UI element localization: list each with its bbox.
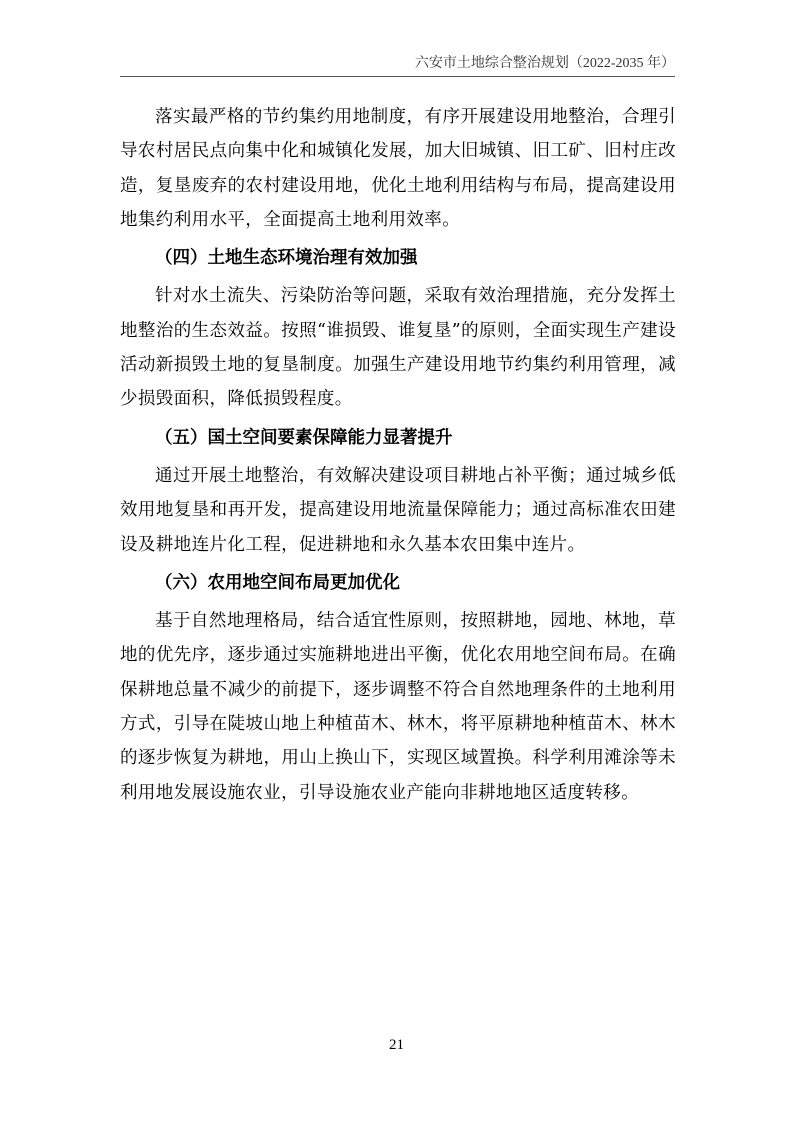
body-paragraph: 落实最严格的节约集约用地制度，有序开展建设用地整治，合理引导农村居民点向集中化和城镇化发展，加大旧城镇、旧工矿、旧村庄改造，复垦废弃的农村建设用地，优化土地利用结构与布局，提高建设用地集约利用水平，全面提高土地利用效率。 — [120, 107, 676, 230]
page-number: 21 — [389, 1037, 404, 1053]
section-heading: （五）国土空间要素保障能力显著提升 — [155, 427, 453, 448]
header-rule — [120, 76, 675, 77]
body-paragraph: 针对水土流失、污染防治等问题，采取有效治理措施，充分发挥土地整治的生态效益。按照“谁损毁、谁复垦”的原则，全面实现生产建设活动新损毁土地的复垦制度。加强生产建设用地节约集约利用管理，减少损毁面积，降低损毁程度。 — [120, 286, 676, 410]
section-heading: （六）农用地空间布局更加优化 — [155, 572, 400, 593]
page-body — [120, 100, 676, 810]
body-paragraph: 基于自然地理格局，结合适宜性原则，按照耕地，园地、林地，草地的优先序，逐步通过实施耕地进出平衡，优化农用地空间布局。在确保耕地总量不减少的前提下，逐步调整不符合自然地理条件的土地利用方式，引导在陡坡山地上种植苗木、林木，将平原耕地种植苗木、林木的逐步恢复为耕地，用山上换山下，实现区域置换。科学利用滩涂等未利用地发展设施农业，引导设施农业产能向非耕地地区适度转移。 — [120, 611, 676, 803]
body-paragraph: 通过开展土地整治，有效解决建设项目耕地占补平衡；通过城乡低效用地复垦和再开发，提高建设用地流量保障能力；通过高标准农田建设及耕地连片化工程，促进耕地和永久基本农田集中连片。 — [120, 465, 676, 555]
section-heading: （四）土地生态环境治理有效加强 — [155, 248, 418, 269]
running-header: 六安市土地综合整治规划（2022-2035 年） — [414, 56, 675, 71]
